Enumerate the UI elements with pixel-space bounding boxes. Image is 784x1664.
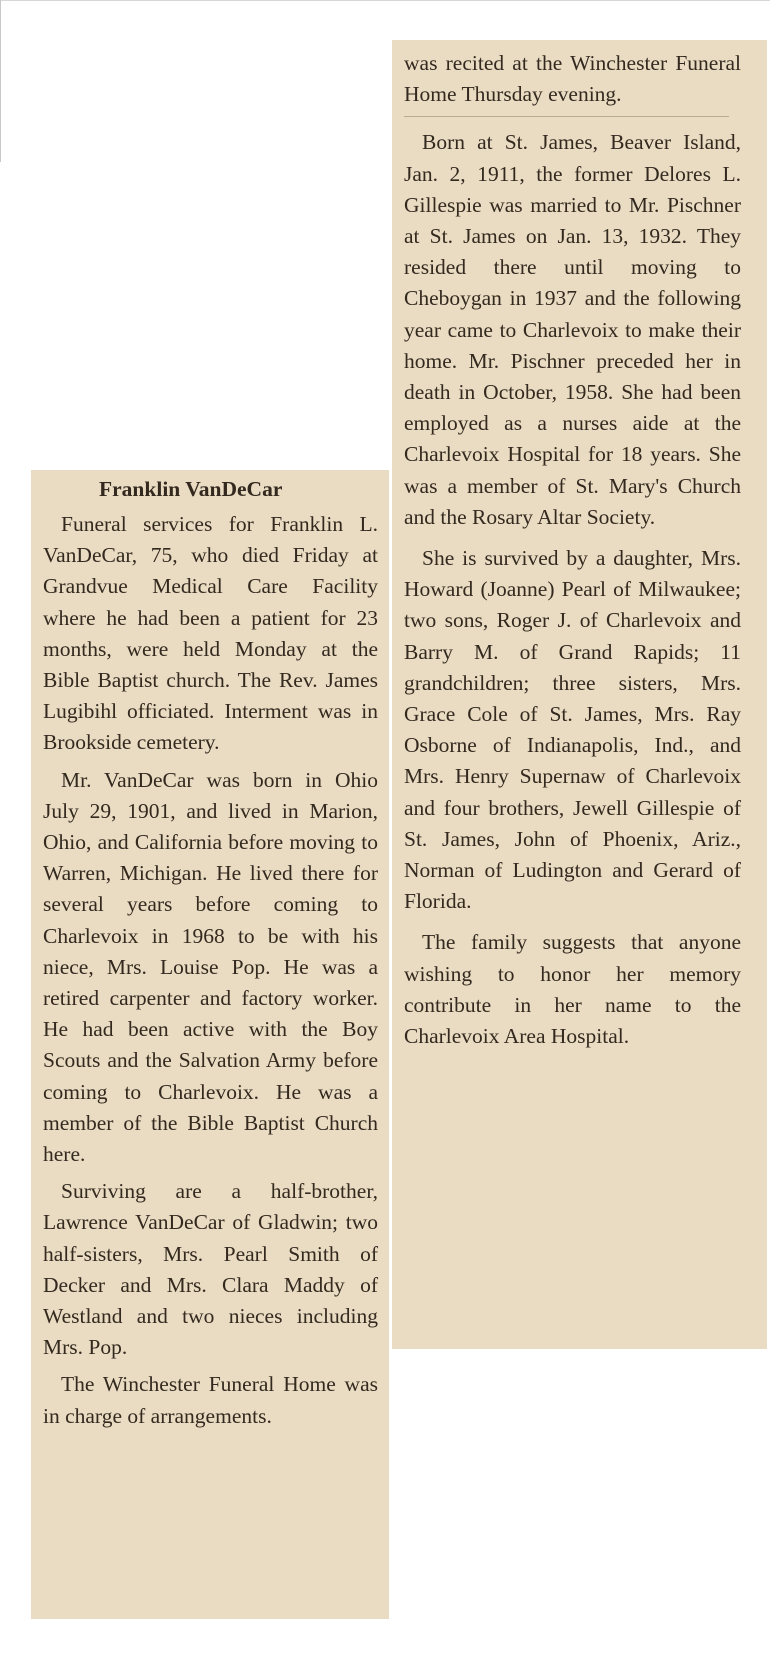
obituary-headline: Franklin VanDeCar (99, 477, 283, 501)
article-paragraph: was recited at the Winchester Funeral Home Thursday evening. (404, 51, 741, 107)
article-paragraph: The Winchester Funeral Home was in charge of arrangements. (43, 1372, 378, 1428)
right-clipping (392, 40, 767, 1349)
article-paragraph: She is survived by a daughter, Mrs. Howard (Joanne) Pearl of Milwaukee; two sons, Roger J. of Charlevoix and Barry M. of Grand Rapids; 11 grandchildren; three sisters, Mrs. Grace Cole of St. James, Mrs. Ray Osborne of Indianapolis, Ind., and Mrs. Henry Supernaw of Charlevoix and four brothers, Jewell Gillespie of St. James, John of Phoenix, Ariz., Norman of Ludington and Gerard of Florida. (404, 546, 741, 914)
article-paragraph: Funeral services for Franklin L. VanDeCar, 75, who died Friday at Grandvue Medical Care Facility where he had been a patient for 23 months, were held Monday at the Bible Baptist church. The Rev. James Lugibihl officiated. Interment was in Brookside cemetery. (43, 512, 378, 755)
scan-left-edge (0, 0, 1, 162)
column-divider (404, 116, 729, 117)
article-paragraph: The family suggests that anyone wishing to honor her memory contribute in her name to the Charlevoix Area Hospital. (404, 930, 741, 1049)
article-paragraph: Born at St. James, Beaver Island, Jan. 2, 1911, the former Delores L. Gillespie was married to Mr. Pischner at St. James on Jan. 13, 1932. They resided there until moving to Cheboygan in 1937 and the following year came to Charlevoix to make their home. Mr. Pischner preceded her in death in October, 1958. She had been employed as a nurses aide at the Charlevoix Hospital for 18 years. She was a member of St. Mary's Church and the Rosary Altar Society. (404, 130, 741, 529)
scan-top-edge (0, 0, 770, 1)
left-clipping (31, 470, 389, 1619)
article-paragraph: Mr. VanDeCar was born in Ohio July 29, 1901, and lived in Marion, Ohio, and California before moving to Warren, Michigan. He lived there for several years before coming to Charlevoix in 1968 to be with his niece, Mrs. Louise Pop. He was a retired carpenter and factory worker. He had been active with the Boy Scouts and the Salvation Army before coming to Charlevoix. He was a member of the Bible Baptist Church here. (43, 767, 378, 1167)
article-paragraph: Surviving are a half-brother, Lawrence VanDeCar of Gladwin; two half-sisters, Mrs. Pearl Smith of Decker and Mrs. Clara Maddy of Westland and two nieces including Mrs. Pop. (43, 1179, 378, 1360)
